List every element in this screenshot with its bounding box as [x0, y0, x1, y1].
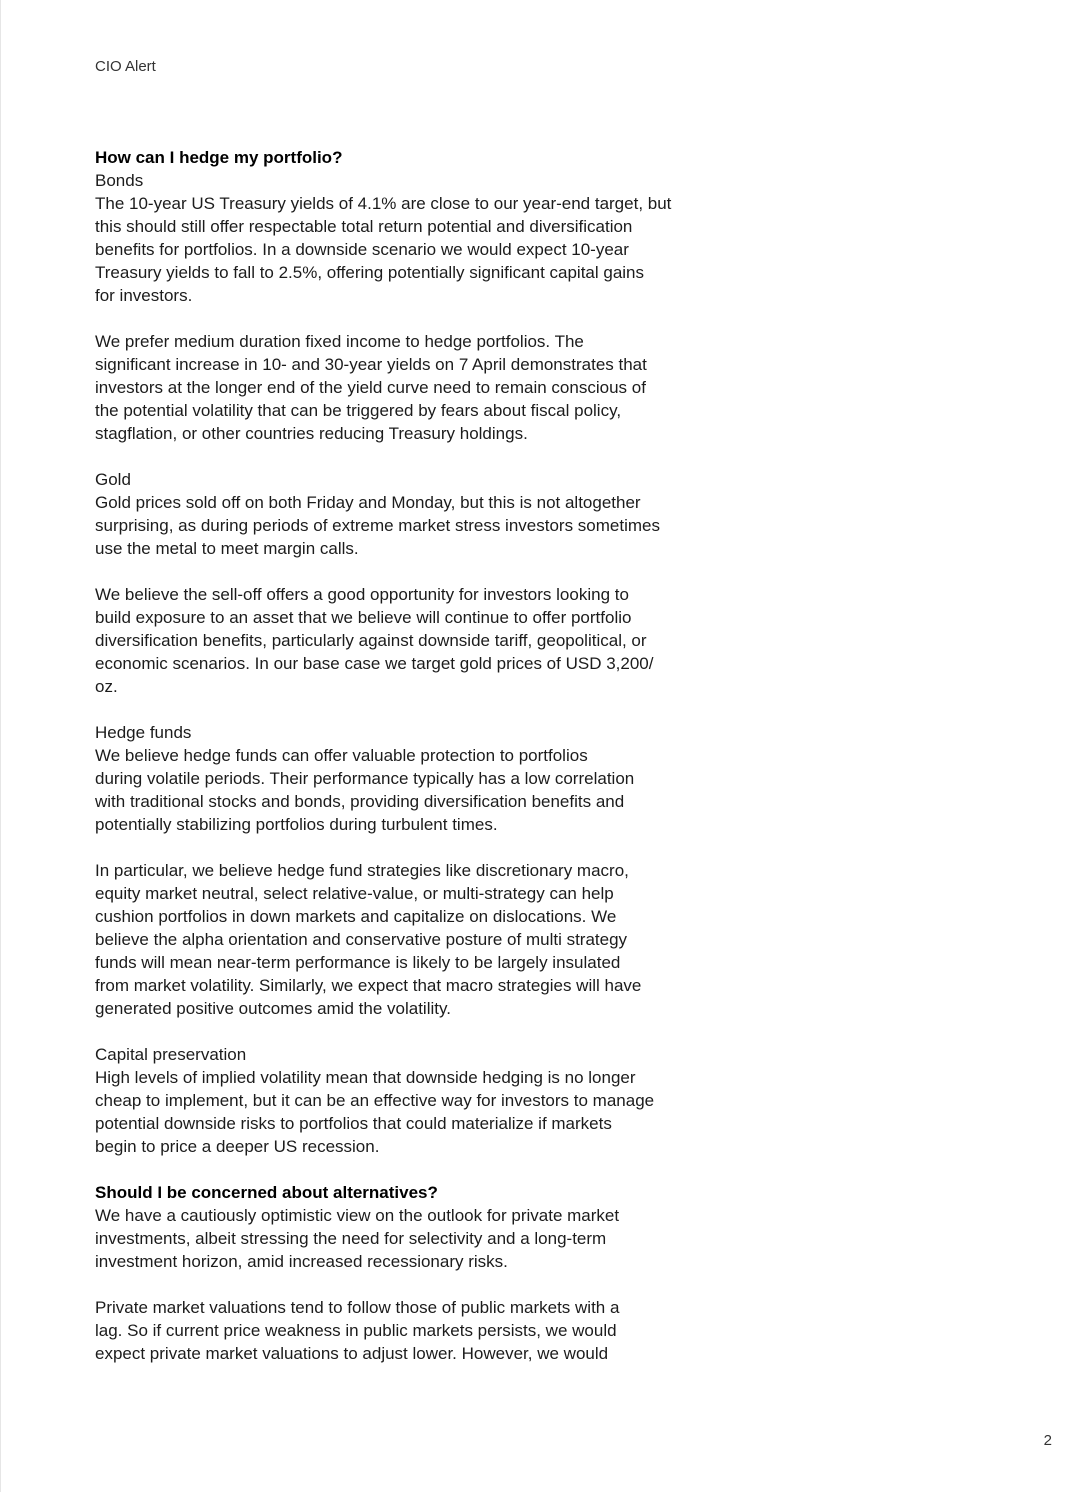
subheading-bonds: Bonds [95, 171, 144, 190]
paragraph-hedge-funds-1: We believe hedge funds can offer valuable protection to portfolios during volatile periods. Their performance typically has a low correlation with traditional stocks and bonds, providing diversification benefits and potentially stabilizing portfolios during turbulent times. [95, 746, 635, 834]
subheading-capital-preservation: Capital preservation [95, 1045, 247, 1064]
paragraph-bonds-2: We prefer medium duration fixed income to hedge portfolios. The significant increase in 10- and 30-year yields on 7 April demonstrates that investors at the longer end of the yield curve need to remain conscious of the potential volatility that can be triggered by fears about fiscal policy, stagflation, or other countries reducing Treasury holdings. [95, 332, 647, 443]
paragraph-capital-preservation-1: High levels of implied volatility mean that downside hedging is no longer cheap to implement, but it can be an effective way for investors to manage potential downside risks to portfolios that could materialize if markets begin to price a deeper US recession. [95, 1068, 655, 1156]
paragraph-hedge-funds-2: In particular, we believe hedge fund strategies like discretionary macro, equity market neutral, select relative-value, or multi-strategy can help cushion portfolios in down markets and capitalize on dislocations. We believe the alpha orientation and conservative posture of multi strategy funds will mean near-term performance is likely to be largely insulated from market volatility. Similarly, we expect that macro strategies will have generated positive outcomes amid the volatility. [95, 861, 642, 1018]
article-body [95, 146, 695, 1365]
subheading-gold: Gold [95, 470, 131, 489]
paragraph-alternatives-1: We have a cautiously optimistic view on the outlook for private market investments, albeit stressing the need for selectivity and a long-term investment horizon, amid increased recessionary risks. [95, 1206, 620, 1271]
paragraph-bonds-1: The 10-year US Treasury yields of 4.1% are close to our year-end target, but this should still offer respectable total return potential and diversification benefits for portfolios. In a downside scenario we would expect 10-year Treasury yields to fall to 2.5%, offering potentially significant capital gains for investors. [95, 194, 672, 305]
subheading-hedge-funds: Hedge funds [95, 723, 192, 742]
page-number: 2 [1043, 1432, 1052, 1449]
document-header: CIO Alert [95, 58, 156, 75]
paragraph-alternatives-2: Private market valuations tend to follow those of public markets with a lag. So if current price weakness in public markets persists, we would expect private market valuations to adjust lower. However, we would [95, 1298, 620, 1363]
page-edge [0, 0, 1, 1492]
section-heading-hedge: How can I hedge my portfolio? [95, 148, 343, 167]
section-heading-alternatives: Should I be concerned about alternatives? [95, 1183, 438, 1202]
paragraph-gold-1: Gold prices sold off on both Friday and Monday, but this is not altogether surprising, as during periods of extreme market stress investors sometimes use the metal to meet margin calls. [95, 493, 660, 558]
paragraph-gold-2: We believe the sell-off offers a good opportunity for investors looking to build exposure to an asset that we believe will continue to offer portfolio diversification benefits, particularly against downside tariff, geopolitical, or economic scenarios. In our base case we target gold prices of USD 3,200/ oz. [95, 585, 654, 696]
